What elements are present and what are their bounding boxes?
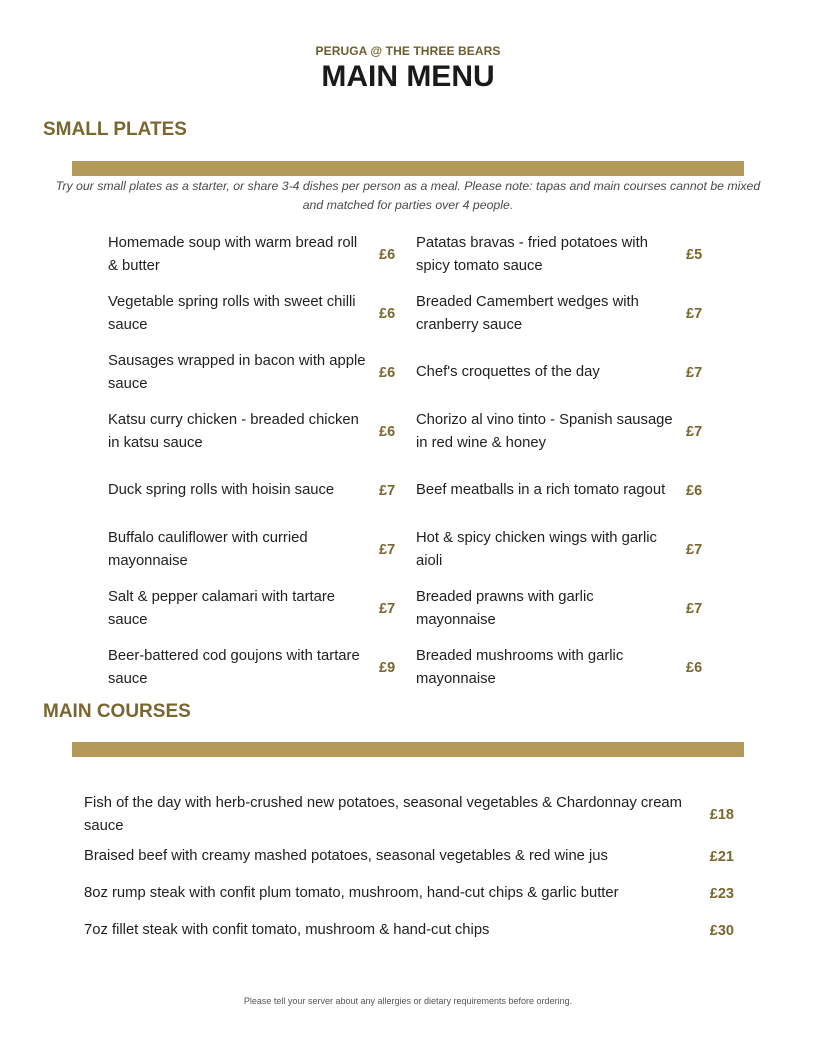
small-plate-price: £5 [686, 246, 703, 263]
small-plate-name: Katsu curry chicken - breaded chicken in katsu sauce [108, 412, 359, 451]
small-plate-name: Vegetable spring rolls with sweet chilli sauce [108, 294, 356, 333]
small-plate-price: £6 [686, 659, 703, 676]
venue-name: PERUGA @ THE THREE BEARS [315, 44, 501, 58]
small-plate-name: Duck spring rolls with hoisin sauce [108, 482, 335, 499]
small-plate-name: Sausages wrapped in bacon with apple sauce [108, 353, 366, 392]
small-plate-name: Breaded prawns with garlic mayonnaise [416, 589, 594, 628]
small-plate-price: £7 [686, 364, 703, 381]
small-plate-price: £9 [379, 659, 396, 676]
small-plate-price: £6 [379, 423, 396, 440]
small-plate-price: £7 [686, 600, 703, 617]
main-course-row [84, 875, 734, 912]
small-plate-name: Homemade soup with warm bread roll & butter [108, 235, 358, 274]
small-plate-name: Salt & pepper calamari with tartare sauce [108, 589, 335, 628]
small-plate-name: Breaded Camembert wedges with cranberry sauce [416, 294, 639, 333]
small-plate-price: £6 [686, 482, 703, 499]
small-plate-name: Patatas bravas - fried potatoes with spicy tomato sauce [416, 235, 648, 274]
main-course-row [84, 912, 734, 949]
small-plates-intro: Try our small plates as a starter, or share 3-4 dishes per person as a meal. Please note: tapas and main courses cannot be mixed and matched for parties over 4 people. [55, 179, 761, 212]
small-plate-name: Buffalo cauliflower with curried mayonnaise [108, 530, 308, 569]
small-plate-price: £7 [686, 305, 703, 322]
main-course-price: £18 [709, 806, 734, 823]
main-course-name: 7oz fillet steak with confit tomato, mushroom & hand-cut chips [84, 922, 490, 938]
small-plates-divider-bar [72, 161, 744, 176]
small-plate-price: £7 [379, 600, 396, 617]
small-plate-price: £6 [379, 364, 396, 381]
main-course-name: 8oz rump steak with confit plum tomato, mushroom, hand-cut chips & garlic butter [84, 885, 619, 901]
main-course-name: Braised beef with creamy mashed potatoes, seasonal vegetables & red wine jus [84, 848, 608, 864]
small-plate-price: £7 [379, 482, 396, 499]
page-title: MAIN MENU [321, 60, 495, 93]
small-plate-price: £7 [686, 423, 703, 440]
small-plate-name: Breaded mushrooms with garlic mayonnaise [416, 648, 624, 687]
main-course-price: £23 [709, 885, 734, 902]
small-plates-list [108, 225, 723, 697]
main-course-row [84, 791, 734, 838]
small-plate-name: Chef's croquettes of the day [416, 364, 600, 381]
main-course-row [84, 838, 734, 875]
small-plate-name: Beer-battered cod goujons with tartare sauce [108, 648, 360, 687]
main-courses-list [84, 791, 734, 949]
allergy-note: Please tell your server about any allergies or dietary requirements before ordering. [243, 996, 573, 1006]
main-courses-heading: MAIN COURSES [43, 701, 191, 722]
small-plate-name: Chorizo al vino tinto - Spanish sausage in red wine & honey [416, 412, 673, 451]
main-course-price: £30 [709, 922, 734, 939]
small-plate-price: £7 [379, 541, 396, 558]
small-plate-name: Beef meatballs in a rich tomato ragout [416, 482, 666, 499]
small-plate-price: £7 [686, 541, 703, 558]
main-courses-divider-bar [72, 742, 744, 757]
small-plate-price: £6 [379, 246, 396, 263]
small-plate-name: Hot & spicy chicken wings with garlic aioli [416, 530, 657, 569]
main-course-name: Fish of the day with herb-crushed new potatoes, seasonal vegetables & Chardonnay cream sauce [84, 794, 682, 834]
small-plate-price: £6 [379, 305, 396, 322]
main-course-price: £21 [709, 848, 734, 865]
small-plates-heading: SMALL PLATES [43, 119, 187, 140]
